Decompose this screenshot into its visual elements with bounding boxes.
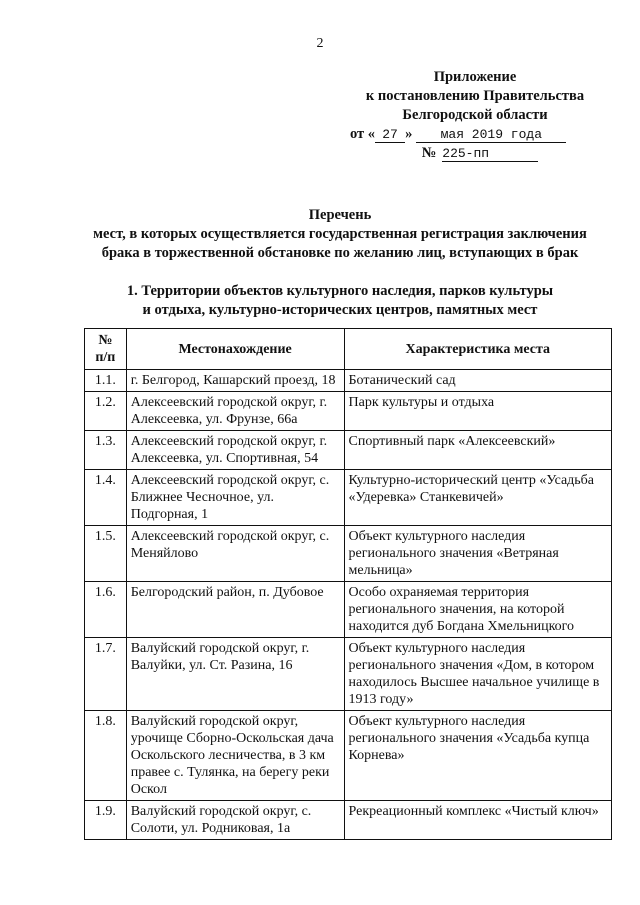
row-location: Белгородский район, п. Дубовое [126, 582, 344, 638]
appendix-line-3: Белгородской области [402, 107, 548, 123]
date-month-year: мая 2019 года [416, 127, 566, 143]
row-location: Валуйский городской округ, урочище Сборно-Оскольская дача Оскольского лесничества, в 3 км правее с. Тулянка, на берегу реки Оскол [126, 711, 344, 801]
row-location: Алексеевский городской округ, с. Меняйлово [126, 526, 344, 582]
row-num: 1.1. [85, 370, 127, 392]
row-num: 1.6. [85, 582, 127, 638]
appendix-number-row [340, 144, 620, 163]
table-row [85, 638, 612, 711]
appendix-date-row [330, 125, 620, 144]
row-location: г. Белгород, Кашарский проезд, 18 [126, 370, 344, 392]
row-characteristic: Объект культурного наследия регионального значения «Дом, в котором находилось Высшее начальное училище в 1913 году» [344, 638, 611, 711]
table-row [85, 526, 612, 582]
row-characteristic: Парк культуры и отдыха [344, 392, 611, 431]
appendix-line-1: Приложение [433, 69, 517, 85]
title-heading: Перечень [308, 207, 372, 223]
row-characteristic: Особо охраняемая территория регионального значения, на которой находится дуб Богдана Хмельницкого [344, 582, 611, 638]
row-characteristic: Культурно-исторический центр «Усадьба «Удеревка» Станкевичей» [344, 470, 611, 526]
row-num: 1.9. [85, 801, 127, 840]
header-location: Местонахождение [126, 329, 344, 370]
header-num-line-2: п/п [95, 350, 116, 365]
section-title [60, 282, 620, 320]
appendix-line-2: к постановлению Правительства [365, 88, 585, 104]
row-num: 1.2. [85, 392, 127, 431]
row-characteristic: Ботанический сад [344, 370, 611, 392]
date-mid: » [405, 126, 413, 142]
title-line-2: брака в торжественной обстановке по желанию лиц, вступающих в брак [101, 245, 579, 261]
places-table [84, 328, 612, 840]
table-row [85, 370, 612, 392]
row-location: Алексеевский городской округ, с. Ближнее Чесночное, ул. Подгорная, 1 [126, 470, 344, 526]
table-row [85, 711, 612, 801]
table-header-row [85, 329, 612, 370]
row-num: 1.5. [85, 526, 127, 582]
row-characteristic: Рекреационный комплекс «Чистый ключ» [344, 801, 611, 840]
row-location: Валуйский городской округ, с. Солоти, ул. Родниковая, 1а [126, 801, 344, 840]
row-num: 1.4. [85, 470, 127, 526]
row-characteristic: Спортивный парк «Алексеевский» [344, 431, 611, 470]
section-line-2: и отдыха, культурно-исторических центров, памятных мест [142, 302, 538, 318]
number-prefix: № [421, 145, 437, 161]
row-location: Алексеевский городской округ, г. Алексеевка, ул. Фрунзе, 66а [126, 392, 344, 431]
row-location: Алексеевский городской округ, г. Алексеевка, ул. Спортивная, 54 [126, 431, 344, 470]
row-characteristic: Объект культурного наследия регионального значения «Усадьба купца Корнева» [344, 711, 611, 801]
table-row [85, 582, 612, 638]
row-num: 1.3. [85, 431, 127, 470]
row-location: Валуйский городской округ, г. Валуйки, ул. Ст. Разина, 16 [126, 638, 344, 711]
header-characteristic: Характеристика места [344, 329, 611, 370]
row-num: 1.7. [85, 638, 127, 711]
table-row [85, 470, 612, 526]
page-number: 2 [316, 36, 324, 51]
header-num [85, 329, 127, 370]
row-num: 1.8. [85, 711, 127, 801]
row-characteristic: Объект культурного наследия регионального значения «Ветряная мельница» [344, 526, 611, 582]
title-line-1: мест, в которых осуществляется государственная регистрация заключения [93, 226, 587, 242]
table-row [85, 392, 612, 431]
document-title [60, 206, 620, 263]
number-value: 225-пп [442, 146, 538, 162]
table-row [85, 431, 612, 470]
table-row [85, 801, 612, 840]
date-prefix: от « [350, 126, 376, 142]
appendix-header [330, 68, 620, 163]
section-line-1: 1. Территории объектов культурного наследия, парков культуры [126, 283, 554, 299]
date-day: 27 [375, 127, 405, 143]
header-num-line-1: № [98, 333, 113, 348]
